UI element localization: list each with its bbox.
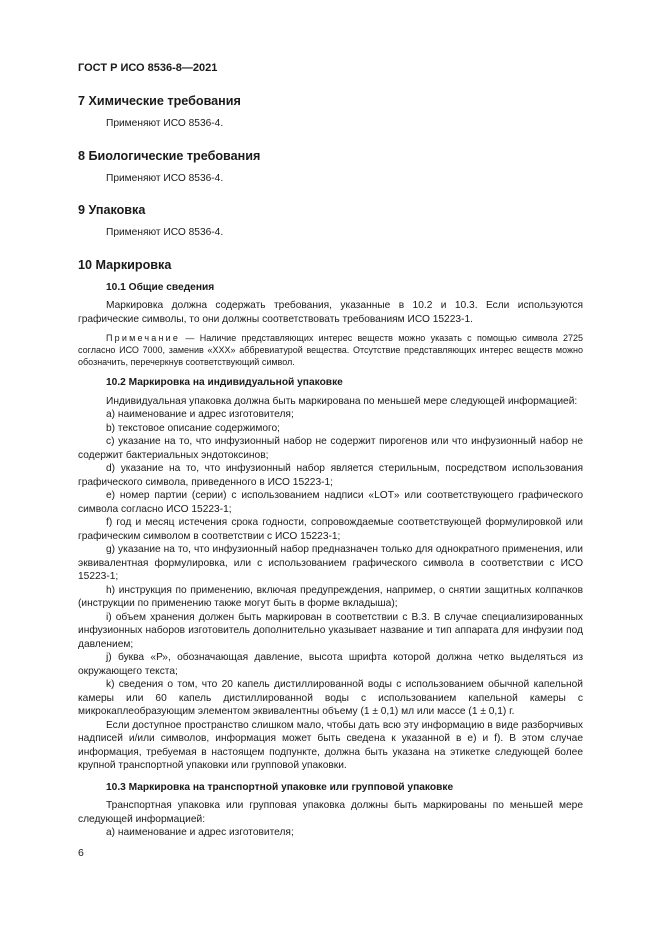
list-item: а) наименование и адрес изготовителя; xyxy=(106,827,294,838)
section-8-text: Применяют ИСО 8536-4. xyxy=(106,172,224,184)
marking-list-10-3 xyxy=(78,826,583,840)
list-item: h) инструкция по применению, включая предупреждения, например, о снятии защитных колпачков (инструкции по применению также могут быть в форме вкладыша); xyxy=(78,584,583,609)
list-item: d) указание на то, что инфузионный набор является стерильным, посредством использования графического символа, приведенного в ИСО 15223-1; xyxy=(78,463,583,488)
list-item: j) буква «Р», обозначающая давление, высота шрифта которой должна четко выделяться из окружающего текста; xyxy=(78,652,583,677)
list-item: а) наименование и адрес изготовителя; xyxy=(106,409,294,420)
note-label: Примечание xyxy=(106,333,181,343)
list-item: k) сведения о том, что 20 капель дистиллированной воды с использованием обычной капельной камеры или 60 капель дистиллированной воды с использованием капельной камеры с микрокаплеобразующим элементом эквивалентны объему (1 ± 0,1) мл или массе (1 ± 0,1) г. xyxy=(78,679,583,717)
section-9-text: Применяют ИСО 8536-4. xyxy=(106,227,224,238)
document-body xyxy=(78,94,583,840)
section-8-title: 8 Биологические требования xyxy=(78,148,261,163)
list-item: b) текстовое описание содержимого; xyxy=(106,422,280,434)
page-number: 6 xyxy=(78,847,84,859)
subsection-10-3-title: 10.3 Маркировка на транспортной упаковке или групповой упаковке xyxy=(106,781,454,793)
subsection-10-1-text: Маркировка должна содержать требования, указанные в 10.2 и 10.3. Если используются графические символы, то они должны соответствовать требованиям ИСО 15223-1. xyxy=(78,300,583,325)
note-text: — Наличие представляющих интерес веществ можно указать с помощью символа 2725 согласно ИСО 7000, заменив «ХХХ» аббревиатурой вещества. Отсутствие представляющих интерес веществ можно обозначить, перечеркнув соответствующий символ. xyxy=(78,333,583,367)
document-header: ГОСТ Р ИСО 8536-8—2021 xyxy=(78,62,218,74)
subsection-10-2-intro: Индивидуальная упаковка должна быть маркирована по меньшей мере следующей информацией: xyxy=(106,395,578,407)
list-item: e) номер партии (серии) с использованием надписи «LOT» или соответствующего графического символа согласно ИСО 15223-1; xyxy=(78,490,583,515)
list-item: c) указание на то, что инфузионный набор не содержит пирогенов или что инфузионный набор не содержит бактериальных эндотоксинов; xyxy=(78,436,583,461)
subsection-10-2-title: 10.2 Маркировка на индивидуальной упаковке xyxy=(106,377,343,388)
section-10-title: 10 Маркировка xyxy=(78,257,172,272)
section-7-text: Применяют ИСО 8536-4. xyxy=(106,118,224,129)
section-9-title: 9 Упаковка xyxy=(78,203,146,217)
list-item: g) указание на то, что инфузионный набор предназначен только для однократного применения, или эквивалентная формулировка, или с использованием графического символа в соответствии с ИСО 15223-1; xyxy=(78,544,583,582)
note-paragraph xyxy=(78,332,583,368)
subsection-10-3-intro: Транспортная упаковка или групповая упаковка должны быть маркированы по меньшей мере следующей информацией: xyxy=(78,800,583,825)
subsection-10-1-title: 10.1 Общие сведения xyxy=(106,281,215,293)
list-item: f) год и месяц истечения срока годности, сопровождаемые соответствующей формулировкой или графическим символом в соответствии с ИСО 15223-1; xyxy=(78,517,583,542)
subsection-10-2-closing: Если доступное пространство слишком мало, чтобы дать всю эту информацию в виде разборчивых надписей и/или символов, информация может быть сведена к указанной в е) и f). В этом случае информация, требуемая в настоящем подпункте, должна быть указана на этикетке следующей более крупной транспортной упаковки или групповой упаковки. xyxy=(78,719,583,771)
section-7-title: 7 Химические требования xyxy=(78,94,241,108)
list-item: i) объем хранения должен быть маркирован в соответствии с В.3. В случае специализированных инфузионных наборов изготовитель дополнительно указывает название и тип аппарата для инфузии под давлением; xyxy=(78,611,583,650)
marking-list-10-2 xyxy=(78,408,583,719)
